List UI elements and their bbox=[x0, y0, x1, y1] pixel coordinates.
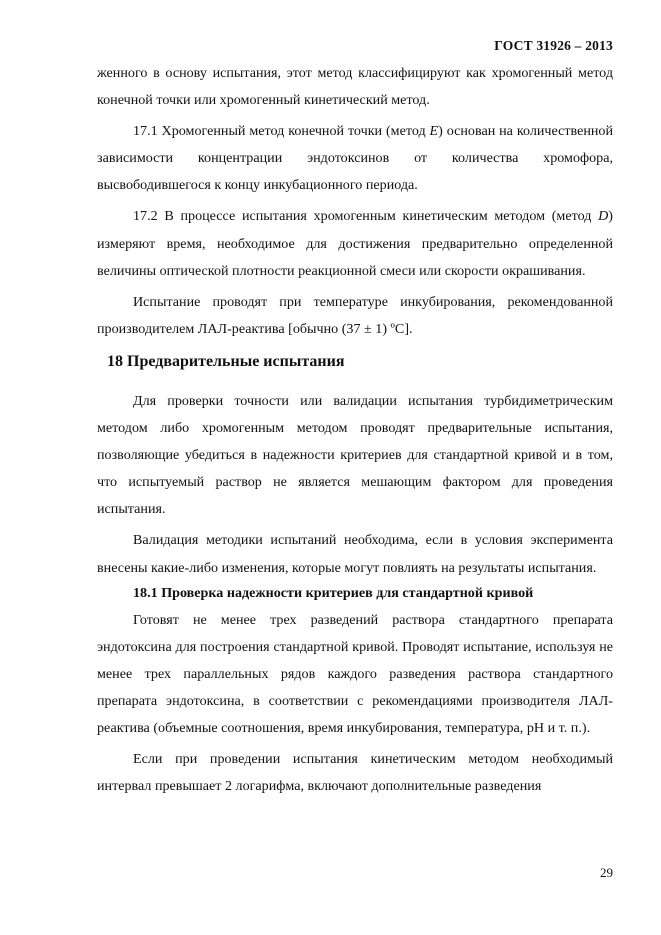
paragraph-17-2-text-start: 17.2 В процессе испытания хромогенным кинетическим методом (метод bbox=[133, 208, 599, 225]
paragraph-17-1-text-start: 17.1 Хромогенный метод конечной точки (метод bbox=[133, 123, 430, 140]
section-18-heading: 18 Предварительные испытания bbox=[107, 352, 345, 370]
paragraph-kinetic-interval: Если при проведении испытания кинетическим методом необходимый интервал превышает 2 логарифма, включают дополнительные разведения bbox=[97, 751, 613, 795]
paragraph-17-2 bbox=[97, 203, 613, 284]
method-d-letter: D bbox=[598, 208, 609, 225]
page-number: 29 bbox=[600, 865, 613, 880]
paragraph-17-1-text-end: ) основан на количественной зависимости концентрации эндотоксинов от количества хромофора, высвободившегося к концу инкубационного периода. bbox=[97, 123, 613, 194]
page-body bbox=[97, 60, 613, 804]
paragraph-preliminary-tests: Для проверки точности или валидации испытания турбидиметрическим методом либо хромогенным методом проводят предварительные испытания, позволяющие убедиться в надежности критериев для стандартной кривой и в том, что испытуемый раствор не является мешающим фактором для проведения испытания. bbox=[97, 392, 613, 518]
paragraph-validation: Валидация методики испытаний необходима, если в условия эксперимента внесены какие-либо изменения, которые могут повлиять на результаты испытания. bbox=[97, 532, 613, 576]
document-id-header: ГОСТ 31926 – 2013 bbox=[494, 38, 613, 53]
paragraph-continuation: женного в основу испытания, этот метод классифицируют как хромогенный метод конечной точки или хромогенный кинетический метод. bbox=[97, 65, 613, 109]
subsection-18-1-heading: 18.1 Проверка надежности критериев для стандартной кривой bbox=[133, 584, 534, 601]
paragraph-17-1 bbox=[97, 118, 613, 199]
paragraph-incubation-temperature: Испытание проводят при температуре инкубирования, рекомендованной производителем ЛАЛ-реактива [обычно (37 ± 1) ºС]. bbox=[97, 293, 613, 337]
paragraph-17-2-text-end: ) измеряют время, необходимое для достижения предварительно определенной величины оптической плотности реакционной смеси или скорости окрашивания. bbox=[97, 208, 613, 279]
method-e-letter: E bbox=[429, 123, 439, 140]
paragraph-standard-dilutions: Готовят не менее трех разведений раствора стандартного препарата эндотоксина для построения стандартной кривой. Проводят испытание, используя не менее трех параллельных рядов каждого разведения раствора стандартного препарата эндотоксина, в соответствии с рекомендациями производителя ЛАЛ-реактива (объемные соотношения, время инкубирования, температура, рН и т. п.). bbox=[97, 611, 613, 736]
